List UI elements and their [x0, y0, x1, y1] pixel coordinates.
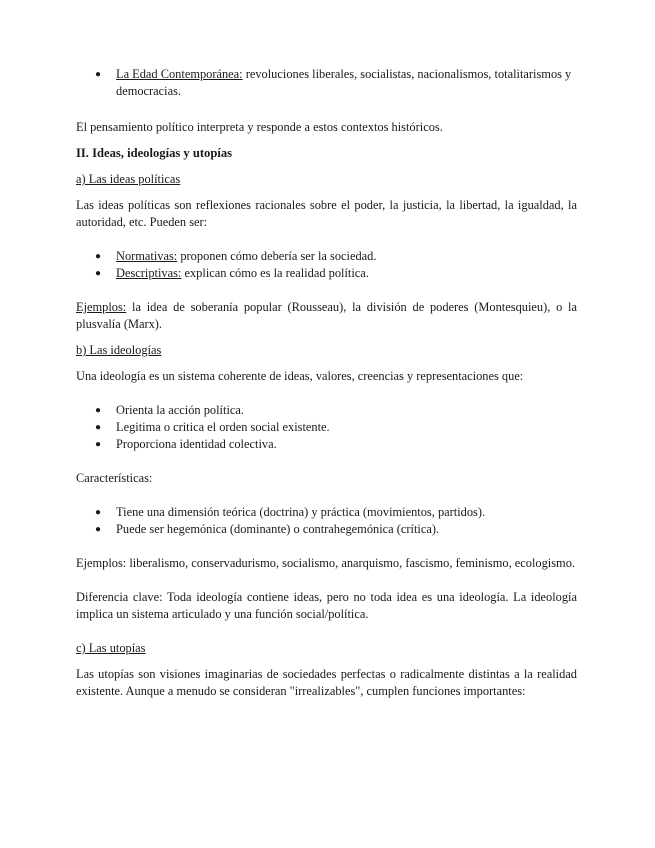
list-item-text: Tiene una dimensión teórica (doctrina) y práctica (movimientos, partidos). — [116, 505, 486, 519]
bullet-icon: ● — [95, 422, 102, 433]
list-item-text: Proporciona identidad colectiva. — [116, 437, 277, 451]
bullet-icon: ● — [95, 251, 102, 262]
caracteristicas-label: Características: — [76, 471, 153, 485]
section-heading: II. Ideas, ideologías y utopías — [76, 146, 233, 160]
list-item-text: proponen cómo debería ser la sociedad. — [177, 249, 377, 263]
list-item — [76, 504, 577, 521]
list-item-text: revoluciones liberales, socialistas, nacionalismos, totalitarismos y democracias. — [116, 67, 572, 98]
list-item — [76, 521, 577, 538]
document-page — [76, 66, 577, 700]
ideologias-heading: b) Las ideologías — [76, 343, 162, 357]
bullet-icon: ● — [95, 268, 102, 279]
list-item — [76, 419, 577, 436]
ideologias-paragraph: Una ideología es un sistema coherente de ideas, valores, creencias y representaciones que: — [76, 369, 524, 383]
list-item-text: Orienta la acción política. — [116, 403, 244, 417]
utopias-heading: c) Las utopías — [76, 641, 146, 655]
list-item — [76, 66, 577, 100]
ideas-paragraph: Las ideas políticas son reflexiones racionales sobre el poder, la justicia, la libertad, la igualdad, la autoridad, etc. Pueden ser: — [76, 198, 577, 229]
intro-list — [76, 66, 577, 100]
examples-text: la idea de soberanía popular (Rousseau), la división de poderes (Montesquieu), o la plusvalía (Marx). — [76, 300, 577, 331]
diferencia-clave: Diferencia clave: Toda ideología contiene ideas, pero no toda idea es una ideología. La ideología implica un sistema articulado y una función social/política. — [76, 590, 577, 621]
list-item-text: explican cómo es la realidad política. — [181, 266, 369, 280]
intro-paragraph: El pensamiento político interpreta y responde a estos contextos históricos. — [76, 120, 443, 134]
list-item-term: Descriptivas: — [116, 266, 182, 280]
ideologias-list — [76, 402, 577, 453]
caracteristicas-list — [76, 504, 577, 538]
list-item — [76, 402, 577, 419]
ideologias-examples: Ejemplos: liberalismo, conservadurismo, socialismo, anarquismo, fascismo, feminismo, ecologismo. — [76, 556, 575, 570]
ideas-examples — [76, 299, 577, 333]
list-item-term: La Edad Contemporánea: — [116, 67, 243, 81]
bullet-icon: ● — [95, 439, 102, 450]
ideas-list — [76, 248, 577, 282]
list-item — [76, 436, 577, 453]
list-item — [76, 248, 577, 265]
bullet-icon: ● — [95, 524, 102, 535]
bullet-icon: ● — [95, 69, 102, 80]
list-item — [76, 265, 577, 282]
utopias-paragraph: Las utopías son visiones imaginarias de sociedades perfectas o radicalmente distintas a la realidad existente. Aunque a menudo se consideran "irrealizables", cumplen funciones importantes: — [76, 667, 577, 698]
list-item-text: Puede ser hegemónica (dominante) o contrahegemónica (crítica). — [116, 522, 440, 536]
ideas-heading: a) Las ideas políticas — [76, 172, 181, 186]
bullet-icon: ● — [95, 507, 102, 518]
bullet-icon: ● — [95, 405, 102, 416]
examples-term: Ejemplos: — [76, 300, 127, 314]
list-item-text: Legitima o critica el orden social existente. — [116, 420, 330, 434]
list-item-term: Normativas: — [116, 249, 178, 263]
